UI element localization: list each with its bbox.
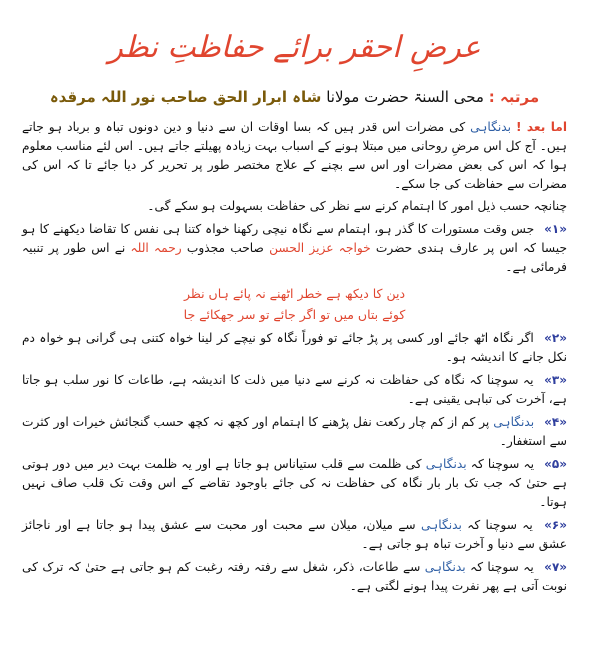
item-keyword: بدنگاہی [493, 415, 535, 429]
item-text: یہ سوچنا کہ نگاہ کی حفاظت نہ کرنے سے دنیا میں ذلت کا اندیشہ ہے، طاعات کا نور سلب ہو جاتا ہے، آخرت کی تباہی یقینی ہے۔ [22, 373, 567, 406]
item-number: «۱» [544, 222, 567, 236]
item-text: کی ظلمت سے قلب ستیاناس ہو جاتا ہے اور یہ ظلمت بہت دیر میں دور ہوتی ہے حتیٰ کہ جب تک بار بار نگاہ کی حفاظت نہ کی جائے باوجود تقاضے کے اس وقت تک قلب صاف نہیں ہوتا۔ [22, 457, 567, 509]
list-item-5 [22, 455, 567, 512]
byline-author: شاہ ابرار الحق صاحب نور اللہ مرقدہ [49, 88, 322, 106]
item-keyword: بدنگاہی [425, 457, 467, 471]
item-number: «۴» [544, 415, 567, 429]
list-item-2 [22, 329, 567, 367]
intro-keyword: بدنگاہی [470, 120, 512, 134]
item-text: سے طاعات، ذکر، شغل سے رفتہ رفتہ رغبت کم ہو جاتی ہے حتیٰ کہ ترک کی نوبت آتی ہے پھر نفرت پیدا ہونے لگتی ہے۔ [22, 560, 567, 593]
document-body [22, 118, 567, 596]
list-item-7 [22, 558, 567, 596]
item-number: «۶» [544, 518, 568, 532]
intro-paragraph [22, 118, 567, 194]
item-number: «۵» [544, 457, 568, 471]
honorific: رحمہ اللہ [130, 241, 182, 255]
poet-name: خواجہ عزیز الحسن [269, 241, 371, 255]
intro-lead: اما بعد ! [516, 120, 568, 134]
item-text: صاحب مجذوب [186, 241, 264, 255]
page-title: عرضِ احقر برائے حفاظتِ نظر [108, 30, 481, 65]
item-text: یہ سوچنا کہ [470, 457, 534, 471]
list-item-3 [22, 371, 567, 409]
intro-paragraph-2: چنانچہ حسب ذیل امور کا اہتمام کرنے سے نظر کی حفاظت بسہولت ہو سکے گی۔ [147, 199, 567, 213]
item-text: یہ سوچنا کہ [470, 560, 534, 574]
verse [22, 283, 567, 325]
item-text: اگر نگاہ اٹھ جائے اور کسی پر پڑ جائے تو فوراً نگاہ کو نیچے کر لینا خواہ کتنی ہی گرانی ہو خواہ دم نکل جانے کا اندیشہ ہو۔ [22, 331, 567, 364]
byline-prefix: محی السنۃ حضرت مولانا [326, 88, 484, 106]
item-keyword: بدنگاہی [424, 560, 466, 574]
list-item-1 [22, 220, 567, 277]
item-text: نے اس طور پر تنبیہ فرمائی ہے۔ [22, 241, 567, 274]
item-keyword: بدنگاہی [420, 518, 462, 532]
item-text: یہ سوچنا کہ [467, 518, 533, 532]
item-text: جس وقت مستورات کا گذر ہو، اہتمام سے نگاہ نیچی رکھنا خواہ کتنا ہی نفس کا تقاضا دیکھنے کا ہو جیسا کہ اس پر عارف ہندی حضرت [22, 222, 567, 255]
byline-label: مرتبہ : [488, 88, 540, 106]
list-item-6 [22, 516, 567, 554]
item-number: «۷» [544, 560, 568, 574]
byline [22, 86, 567, 108]
item-text: پر کم از کم چار رکعت نفل پڑھنے کا اہتمام اور کچھ نہ کچھ حسب گنجائش خیرات اور کثرت سے استغفار۔ [22, 415, 567, 448]
item-number: «۳» [544, 373, 568, 387]
verse-line-1: دین کا دیکھ ہے خطر اٹھنے نہ پائے ہاں نظر [183, 286, 406, 301]
item-number: «۲» [544, 331, 567, 345]
list-item-4 [22, 413, 567, 451]
intro-text: کی مضرات اس قدر ہیں کہ بسا اوقات ان سے دنیا و دین دونوں تباہ و برباد ہو جاتے ہیں۔ آج کل اس مرضِ روحانی میں مبتلا ہونے کے اسباب بہت زیادہ پھیلتے جاتے ہیں۔ اس لئے مناسب معلوم ہوا کہ اس کی بعض مضرات اور اس سے بچنے کے علاج مختصر طور پر تحریر کر دیا جائے تا کہ اس کی مضرات سے حفاظت کی جا سکے۔ [22, 120, 567, 191]
item-text: سے میلان، میلان سے محبت اور محبت سے عشق پیدا ہو جاتا ہے اور ناجائز عشق سے دنیا و آخرت تباہ ہو جاتی ہے۔ [22, 518, 567, 551]
verse-line-2: کوئے بتاں میں تو اگر جائے تو سر جھکائے جا [183, 307, 406, 322]
